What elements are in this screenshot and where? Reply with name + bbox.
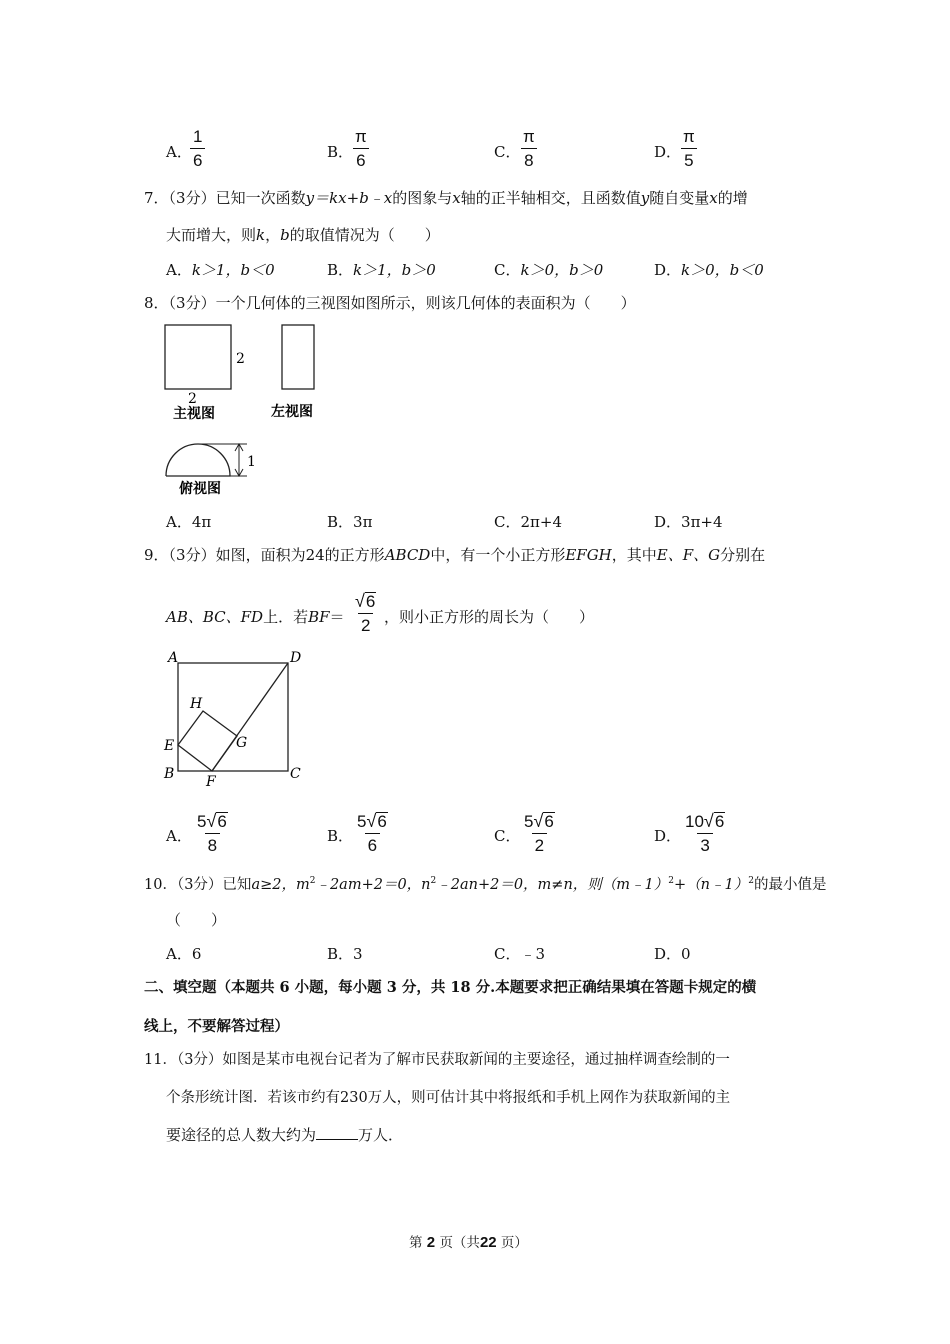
q11-line1: 11．（3分）如图是某市电视台记者为了解市民获取新闻的主要途径，通过抽样调查绘制的一 xyxy=(144,1052,730,1068)
q9-option-a-letter: A． xyxy=(166,827,192,845)
q9-line1: 9．（3分）如图，面积为24的正方形ABCD中，有一个小正方形EFGH，其中E、F、G分别在 xyxy=(144,546,766,564)
q7-formula: y＝kx+b﹣x xyxy=(305,189,393,207)
q8-left-view-rect xyxy=(282,325,314,389)
q9-label-a: A xyxy=(168,650,179,666)
q9-label-e: E xyxy=(164,738,175,754)
q8-front-view-label: 主视图 xyxy=(173,406,215,422)
q9-number: 9． xyxy=(144,546,169,564)
q7-number: 7． xyxy=(144,189,169,207)
q11-answer-blank[interactable] xyxy=(316,1125,358,1140)
q6-option-b-fraction: $\frac{\pi}{6}$ xyxy=(355,127,367,170)
q7-option-c: C．k＞0，b＞0 xyxy=(494,261,604,279)
q6-option-d-fraction: $\frac{\pi}{5}$ xyxy=(683,127,695,170)
q8-dim-bottom: 2 xyxy=(188,391,197,407)
q9-option-d-fraction: 10 √ 6 3 xyxy=(685,811,725,855)
q6-option-c-letter: C． xyxy=(494,143,521,161)
q10-option-a: A．6 xyxy=(166,945,202,963)
q7-option-a: A．k＞1，b＜0 xyxy=(166,261,275,279)
q10-option-d: D．0 xyxy=(654,945,691,963)
q7-option-d: D．k＞0，b＜0 xyxy=(654,261,764,279)
q11-line3: 要途径的总人数大约为 万人． xyxy=(166,1126,404,1144)
q9-label-d: D xyxy=(290,650,302,666)
q9-line2-tail: ，则小正方形的周长为（ ） xyxy=(384,608,595,626)
q9-option-d-letter: D． xyxy=(654,827,682,845)
q8-option-d: D．3π+4 xyxy=(654,513,723,531)
q7-option-b: B．k＞1，b＞0 xyxy=(327,261,436,279)
q10-option-c: C．﹣3 xyxy=(494,945,546,963)
q9-label-g: G xyxy=(236,735,248,751)
q6-option-a-letter: A． xyxy=(166,143,192,161)
q8-three-view-figure xyxy=(155,318,355,503)
q8-number: 8． xyxy=(144,294,169,312)
q9-label-c: C xyxy=(290,766,301,782)
q8-option-a: A．4π xyxy=(166,513,212,531)
q9-option-c-letter: C． xyxy=(494,827,521,845)
page-total: 22 xyxy=(479,1234,497,1251)
q8-dim-side: 2 xyxy=(236,351,245,367)
q7-line1: 7．（3分）已知一次函数y＝kx+b﹣x的图象与x轴的正半轴相交，且函数值y随自变量x的增 xyxy=(144,189,748,207)
q7-score: （3分） xyxy=(168,189,216,207)
q9-label-f: F xyxy=(206,774,216,790)
q6-option-d-letter: D． xyxy=(654,143,682,161)
q11-number: 11． xyxy=(144,1052,177,1068)
q9-square-efgh xyxy=(178,711,237,771)
q9-line2: AB、BC、FD上．若BF＝ xyxy=(166,608,345,626)
q6-option-b-letter: B． xyxy=(327,143,354,161)
q10-number: 10． xyxy=(144,877,177,893)
q6-option-c-fraction: $\frac{\pi}{8}$ xyxy=(523,127,535,170)
q9-option-c-fraction: 5 √ 6 2 xyxy=(524,811,554,855)
q9-bf-fraction: √ 6 2 xyxy=(355,591,376,635)
q9-label-b: B xyxy=(164,766,175,782)
q9-label-h: H xyxy=(190,696,203,712)
q9-option-b-fraction: 5 √ 6 6 xyxy=(357,811,387,855)
q10-option-b: B．3 xyxy=(327,945,363,963)
page-footer: 第 2 页（共22 页） xyxy=(409,1234,528,1251)
section2-heading-line1: 二、填空题（本题共 6 小题，每小题 3 分，共 18 分.本题要求把正确结果填在答题卡规定的横 xyxy=(144,979,757,996)
q9-square-figure xyxy=(160,646,310,791)
q8-top-view-semicircle xyxy=(166,444,230,476)
q10-line1: 10．（3分）已知a≥2，$m^2﹣2am+2=0$，$n^2﹣2an+2=0$，m≠n，则（m﹣1）$^2$+（n﹣1）$^2$的最小值是 xyxy=(144,876,827,893)
q8-stem: 8．（3分）一个几何体的三视图如图所示，则该几何体的表面积为（ ） xyxy=(144,294,636,312)
q9-square-abcd xyxy=(178,663,288,771)
page-number: 2 xyxy=(426,1234,436,1251)
q8-top-view-label: 俯视图 xyxy=(179,481,221,497)
q8-dim-height: 1 xyxy=(247,454,256,470)
q8-front-view-rect xyxy=(165,325,231,389)
q6-option-a-fraction: $\frac{1}{6}$ xyxy=(190,128,205,169)
q11-line2: 个条形统计图．若该市约有230万人，则可估计其中将报纸和手机上网作为获取新闻的主 xyxy=(166,1090,731,1106)
q10-line2: （ ） xyxy=(166,911,227,929)
q7-line2: 大而增大，则k，b的取值情况为（ ） xyxy=(166,226,440,244)
q8-option-b: B．3π xyxy=(327,513,373,531)
q8-option-c: C．2π+4 xyxy=(494,513,562,531)
section2-heading-line2: 线上，不要解答过程） xyxy=(144,1018,289,1035)
q9-option-b-letter: B． xyxy=(327,827,354,845)
q9-option-a-fraction: 5 √ 6 8 xyxy=(197,811,227,855)
q8-left-view-label: 左视图 xyxy=(271,404,313,420)
